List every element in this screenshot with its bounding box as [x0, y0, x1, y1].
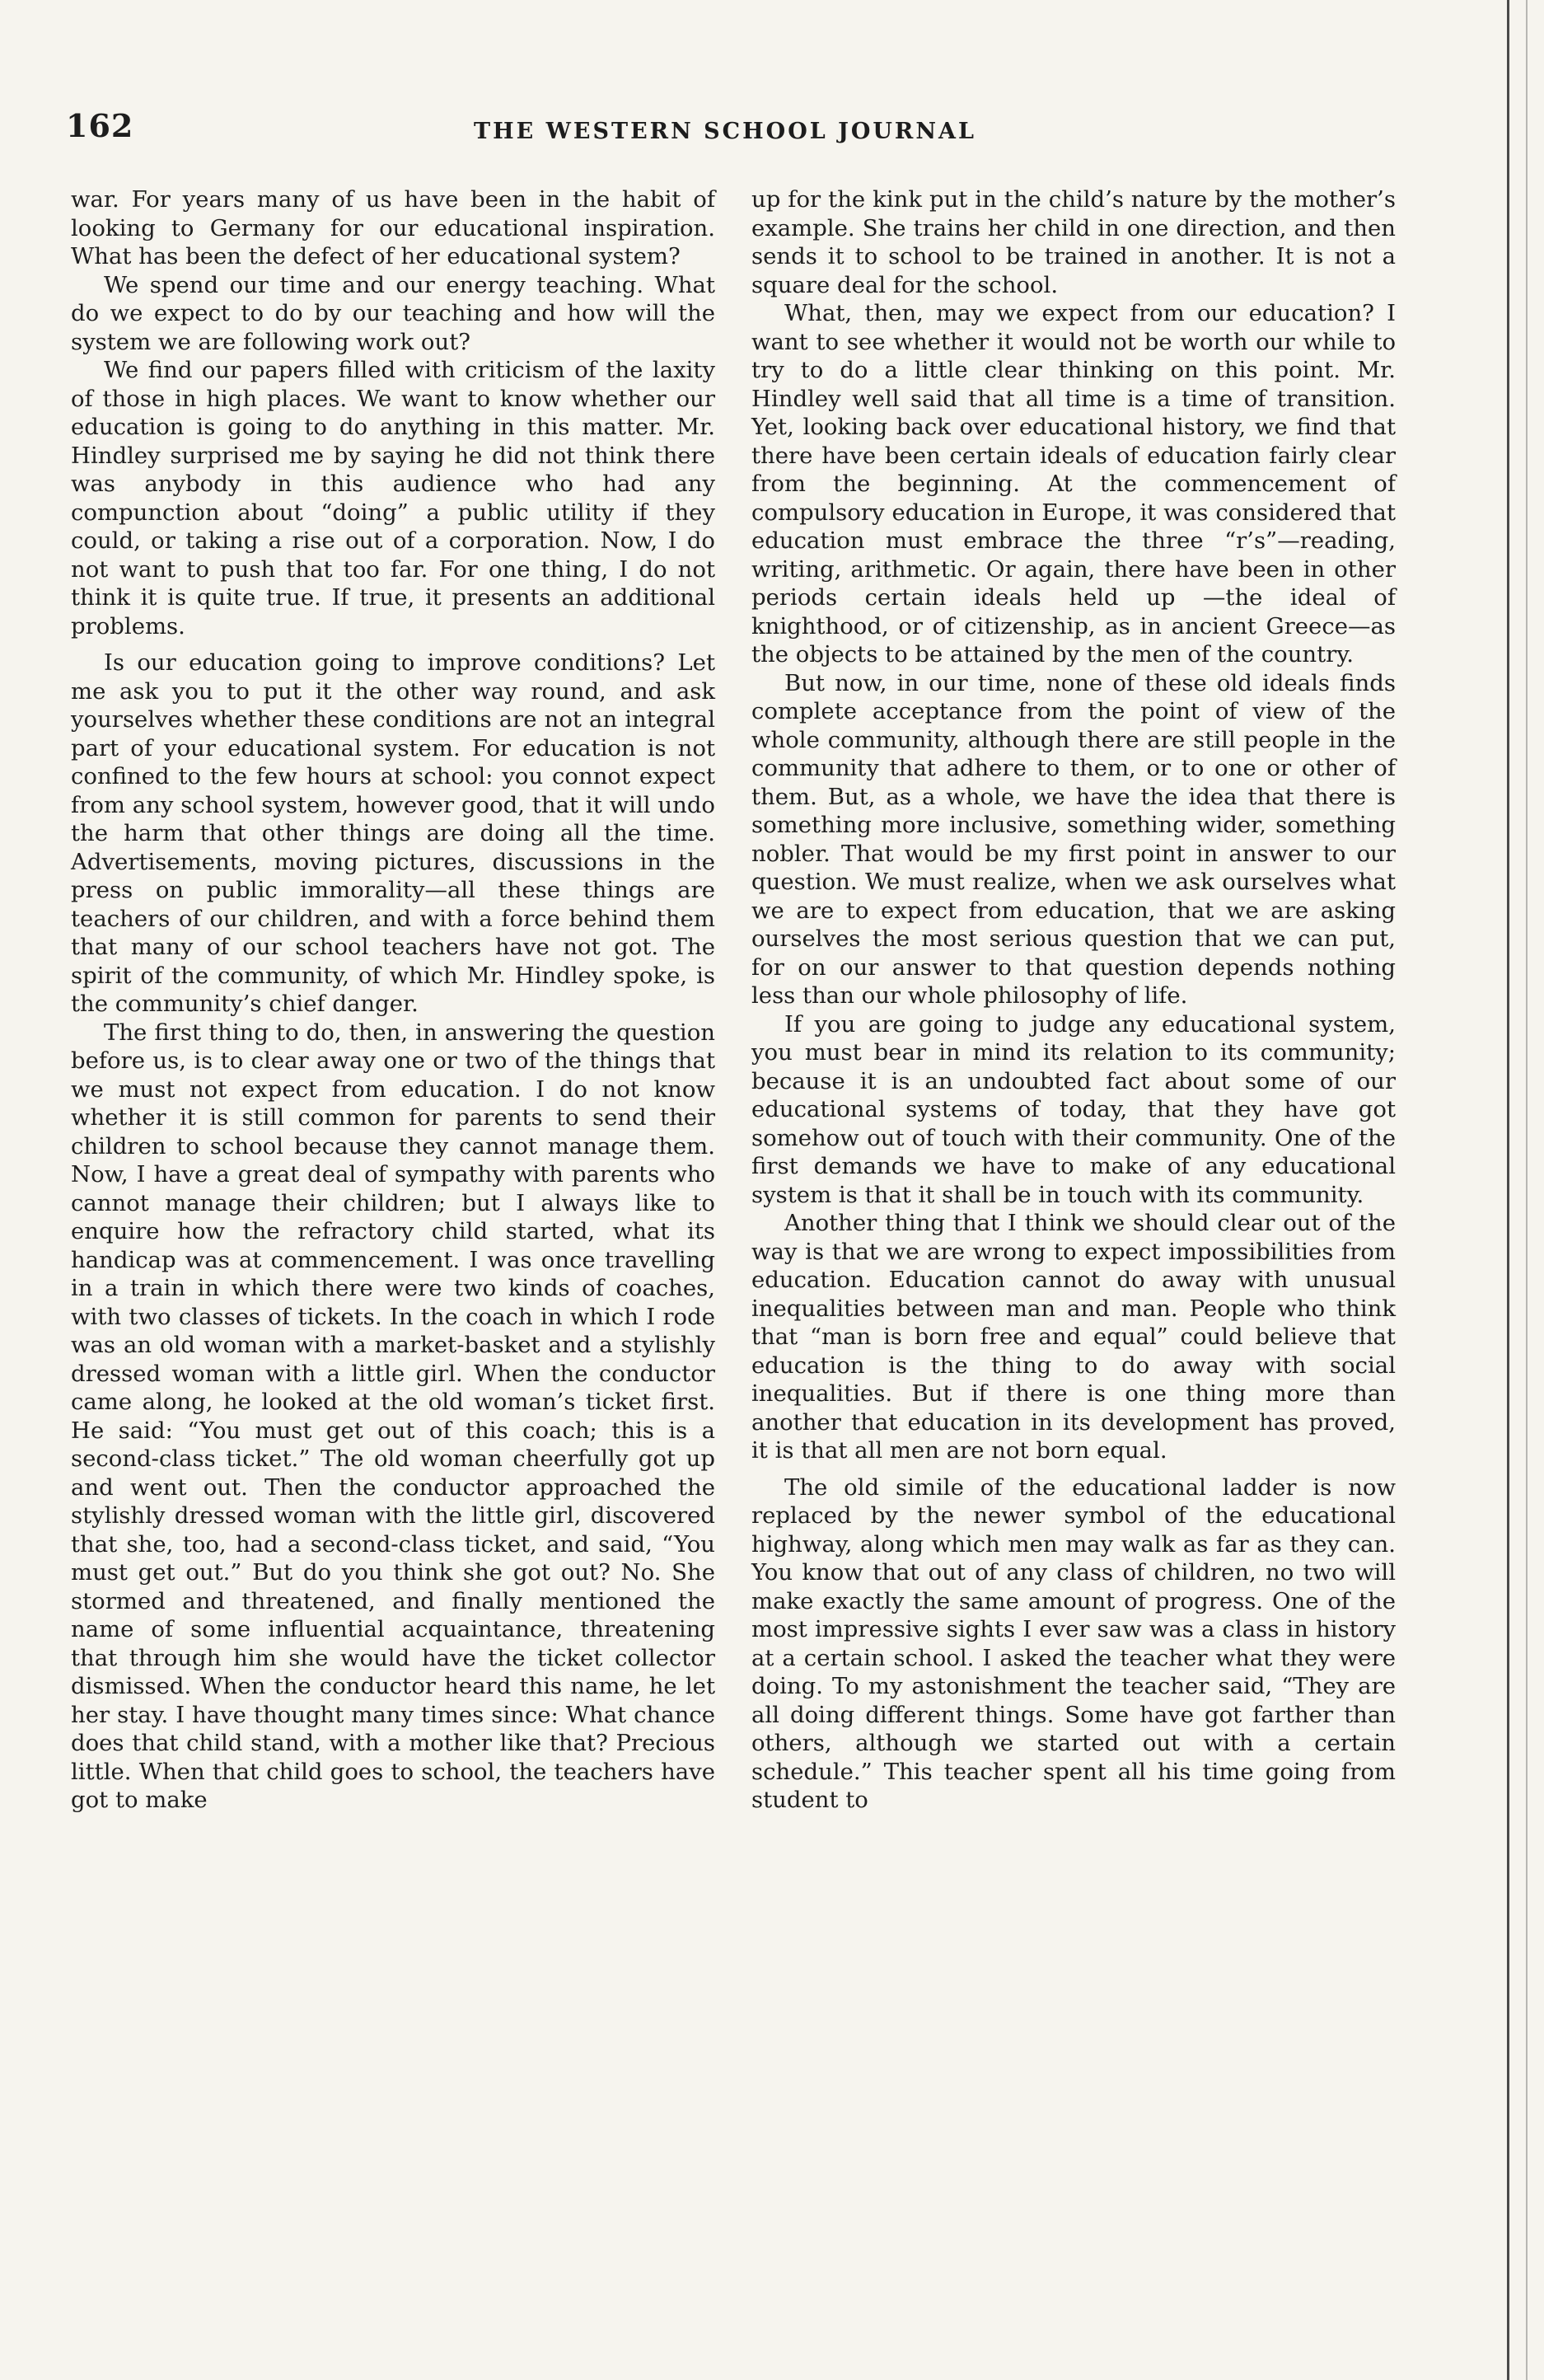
paragraph: What, then, may we expect from our education? I want to see whether it would not be worth our while to try to do a little clear thinking on this point. Mr. Hindley well said that all time is a time of transition. Yet, looking back over educational history, we find that there have been certain ideals of education fairly clear from the beginning. At the commencement of compulsory education in Europe, it was considered that education must embrace the three “r’s”—reading, writing, arithmetic. Or again, there have been in other periods certain ideals held up —the ideal of knighthood, or of citizenship, as in ancient Greece—as the objects to be attained by the men of the country. [751, 300, 1396, 668]
paragraph: The old simile of the educational ladder is now replaced by the newer symbol of the educational highway, along which men may walk as far as they can. You know that out of any class of children, no two will make exactly the same amount of progress. One of the most impressive sights I ever saw was a class in history at a certain school. I asked the teacher what they were doing. To my astonishment the teacher said, “They are all doing different things. Some have got farther than others, although we started out with a certain schedule.” This teacher spent all his time going from student to [751, 1473, 1396, 1813]
paragraph: The first thing to do, then, in answering the question before us, is to clear away one or two of the things that we must not expect from education. I do not know whether it is still common for parents to send their children to school because they cannot manage them. Now, I have a great deal of sympathy with parents who cannot manage their children; but I always like to enquire how the refractory child started, what its handicap was at commencement. I was once travelling in a train in which there were two kinds of coaches, with two classes of tickets. In the coach in which I rode was an old woman with a market-basket and a stylishly dressed woman with a little girl. When the conductor came along, he looked at the old woman’s ticket first. He said: “You must get out of this coach; this is a second-class ticket.” The old woman cheerfully got up and went out. Then the conductor approached the stylishly dressed woman with the little girl, discovered that she, too, had a second-class ticket, and said, “You must get out.” But do you think she got out? No. She stormed and threatened, and finally mentioned the name of some influential acquaintance, threatening that through him she would have the ticket collector dismissed. When the conductor heard this name, he let her stay. I have thought many times since: What chance does that child stand, with a mother like that? Precious little. When that child goes to school, the teachers have got to make [71, 1019, 715, 1813]
page-header [66, 107, 1384, 157]
paragraph: We find our papers filled with criticism of the laxity of those in high places. We want to know whether our education is going to do anything in this matter. Mr. Hindley surprised me by saying he did not think there was anybody in this audience who had any compunction about “doing” a public utility if they could, or taking a rise out of a corporation. Now, I do not want to push that too far. For one thing, I do not think it is quite true. If true, it presents an additional problems. [71, 357, 715, 640]
paragraph: war. For years many of us have been in the habit of looking to Germany for our educational inspiration. What has been the defect of her educational system? [71, 186, 715, 269]
binding-edge-line [1526, 0, 1528, 2380]
left-column [71, 185, 715, 1815]
binding-edge-line [1507, 0, 1509, 2380]
paragraph: If you are going to judge any educational system, you must bear in mind its relation to its community; because it is an undoubted fact about some of our educational systems of today, that they have got somehow out of touch with their community. One of the first demands we have to make of any educational system is that it shall be in touch with its community. [751, 1010, 1396, 1208]
paragraph: We spend our time and our energy teaching. What do we expect to do by our teaching and how will the system we are following work out? [71, 271, 715, 355]
page-number: 162 [66, 107, 134, 144]
paragraph: up for the kink put in the child’s nature by the mother’s example. She trains her child in one direction, and then sends it to school to be trained in another. It is not a square deal for the school. [751, 186, 1396, 298]
paragraph: Another thing that I think we should clear out of the way is that we are wrong to expect impossibilities from education. Education cannot do away with unusual inequalities between man and man. People who think that “man is born free and equal” could believe that education is the thing to do away with social inequalities. But if there is one thing more than another that education in its development has proved, it is that all men are not born equal. [751, 1210, 1396, 1464]
right-column [751, 185, 1396, 1815]
paragraph: Is our education going to improve conditions? Let me ask you to put it the other way round, and ask yourselves whether these conditions are not an integral part of your educational system. For education is not confined to the few hours at school: you connot expect from any school system, however good, that it will undo the harm that other things are doing all the time. Advertisements, moving pictures, discussions in the press on public immorality—all these things are teachers of our children, and with a force behind them that many of our school teachers have not got. The spirit of the community, of which Mr. Hindley spoke, is the community’s chief danger. [71, 649, 715, 1017]
running-title: THE WESTERN SCHOOL JOURNAL [474, 119, 976, 144]
paragraph: But now, in our time, none of these old ideals finds complete acceptance from the point of view of the whole community, although there are still people in the community that adhere to them, or to one or other of them. But, as a whole, we have the idea that there is something more inclusive, something wider, something nobler. That would be my first point in answer to our question. We must realize, when we ask ourselves what we are to expect from education, that we are asking ourselves the most serious question that we can put, for on our answer to that question depends nothing less than our whole philosophy of life. [751, 669, 1396, 1009]
